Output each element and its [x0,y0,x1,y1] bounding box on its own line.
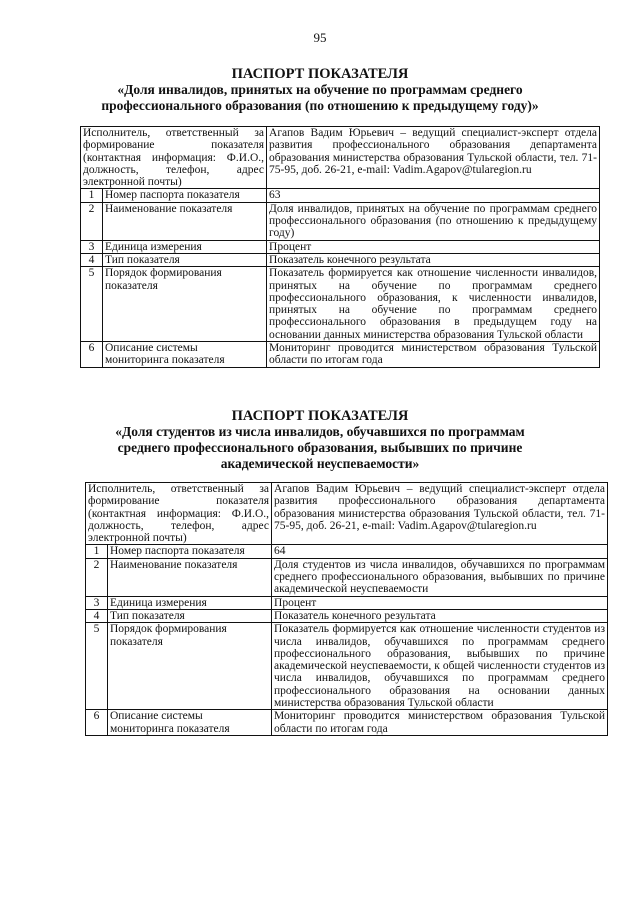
row-value: Мониторинг проводится министерством образования Тульской области по итогам года [272,710,608,736]
row-name: Единица измерения [108,596,272,609]
row-number: 1 [86,545,108,558]
table-row [86,483,608,545]
passport-table [80,126,600,368]
row-name: Наименование показателя [108,558,272,596]
row-number: 2 [86,558,108,596]
page-number: 95 [313,30,327,45]
row-value: Доля студентов из числа инвалидов, обучавшихся по программам среднего профессионального образования, выбывших по причине академической неуспеваемости [272,558,608,596]
passport-title: ПАСПОРТ ПОКАЗАТЕЛЯ [231,408,409,424]
row-value: Показатель конечного результата [267,253,600,266]
executor-value: Агапов Вадим Юрьевич – ведущий специалист-эксперт отдела развития профессионального образования департамента образования министерства образования Тульской области, тел. 71-75-95, доб. 26-21, e-mail: Vadim.Agapov@tularegion.ru [267,127,600,189]
row-number: 1 [81,189,103,202]
table-row [86,596,608,609]
row-value: 63 [267,189,600,202]
row-name: Порядок формирования показателя [103,267,267,342]
executor-label: Исполнитель, ответственный за формирование показателя (контактная информация: Ф.И.О., должность, телефон, адрес электронной почты) [86,483,272,545]
passport-subtitle: «Доля студентов из числа инвалидов, обучавшихся по программам среднего профессионального образования, выбывших по причине академической неуспеваемости» [115,424,525,471]
table-row [86,609,608,622]
table-row [86,710,608,736]
row-number: 5 [86,623,108,710]
row-value: Процент [272,596,608,609]
row-value: Доля инвалидов, принятых на обучение по программам среднего профессионального образования (по отношению к предыдущему году) [267,202,600,240]
row-value: Мониторинг проводится министерством образования Тульской области по итогам года [267,342,600,368]
row-name: Наименование показателя [103,202,267,240]
table-row [81,267,600,342]
row-name: Описание системы мониторинга показателя [103,342,267,368]
passport-section [0,408,640,735]
row-value: Показатель формируется как отношение численности студентов из числа инвалидов, обучавшихся по программам среднего профессионального образования, выбывших по причине академической неуспеваемости, к общей численности студентов из числа инвалидов, обучавшихся по программам среднего профессионального образования на основании данных министерства образования Тульской области [272,623,608,710]
executor-value: Агапов Вадим Юрьевич – ведущий специалист-эксперт отдела развития профессионального образования департамента образования министерства образования Тульской области, тел. 71-75-95, доб. 26-21, e-mail: Vadim.Agapov@tularegion.ru [272,483,608,545]
table-row [81,202,600,240]
passport-title: ПАСПОРТ ПОКАЗАТЕЛЯ [231,66,409,82]
row-number: 6 [81,342,103,368]
row-value: 64 [272,545,608,558]
table-row [86,545,608,558]
table-row [81,189,600,202]
table-row [81,127,600,189]
passport-subtitle: «Доля инвалидов, принятых на обучение по программам среднего профессионального образования (по отношению к предыдущему году)» [101,82,539,113]
executor-label: Исполнитель, ответственный за формирование показателя (контактная информация: Ф.И.О., должность, телефон, адрес электронной почты) [81,127,267,189]
row-number: 4 [81,253,103,266]
row-value: Показатель конечного результата [272,609,608,622]
row-number: 3 [81,240,103,253]
table-row [81,253,600,266]
row-name: Единица измерения [103,240,267,253]
row-number: 2 [81,202,103,240]
row-value: Процент [267,240,600,253]
row-name: Номер паспорта показателя [108,545,272,558]
row-name: Тип показателя [108,609,272,622]
table-row [86,623,608,710]
row-value: Показатель формируется как отношение численности инвалидов, принятых на обучение по программам среднего профессионального образования, к численности инвалидов, принятых на обучение по программам среднего профессионального образования в предыдущем году на основании данных министерства образования Тульской области [267,267,600,342]
row-name: Описание системы мониторинга показателя [108,710,272,736]
table-row [81,342,600,368]
row-name: Порядок формирования показателя [108,623,272,710]
table-row [86,558,608,596]
passport-section [0,66,640,367]
row-name: Тип показателя [103,253,267,266]
passport-table [85,482,608,736]
row-number: 4 [86,609,108,622]
row-number: 5 [81,267,103,342]
row-number: 6 [86,710,108,736]
table-row [81,240,600,253]
row-number: 3 [86,596,108,609]
row-name: Номер паспорта показателя [103,189,267,202]
